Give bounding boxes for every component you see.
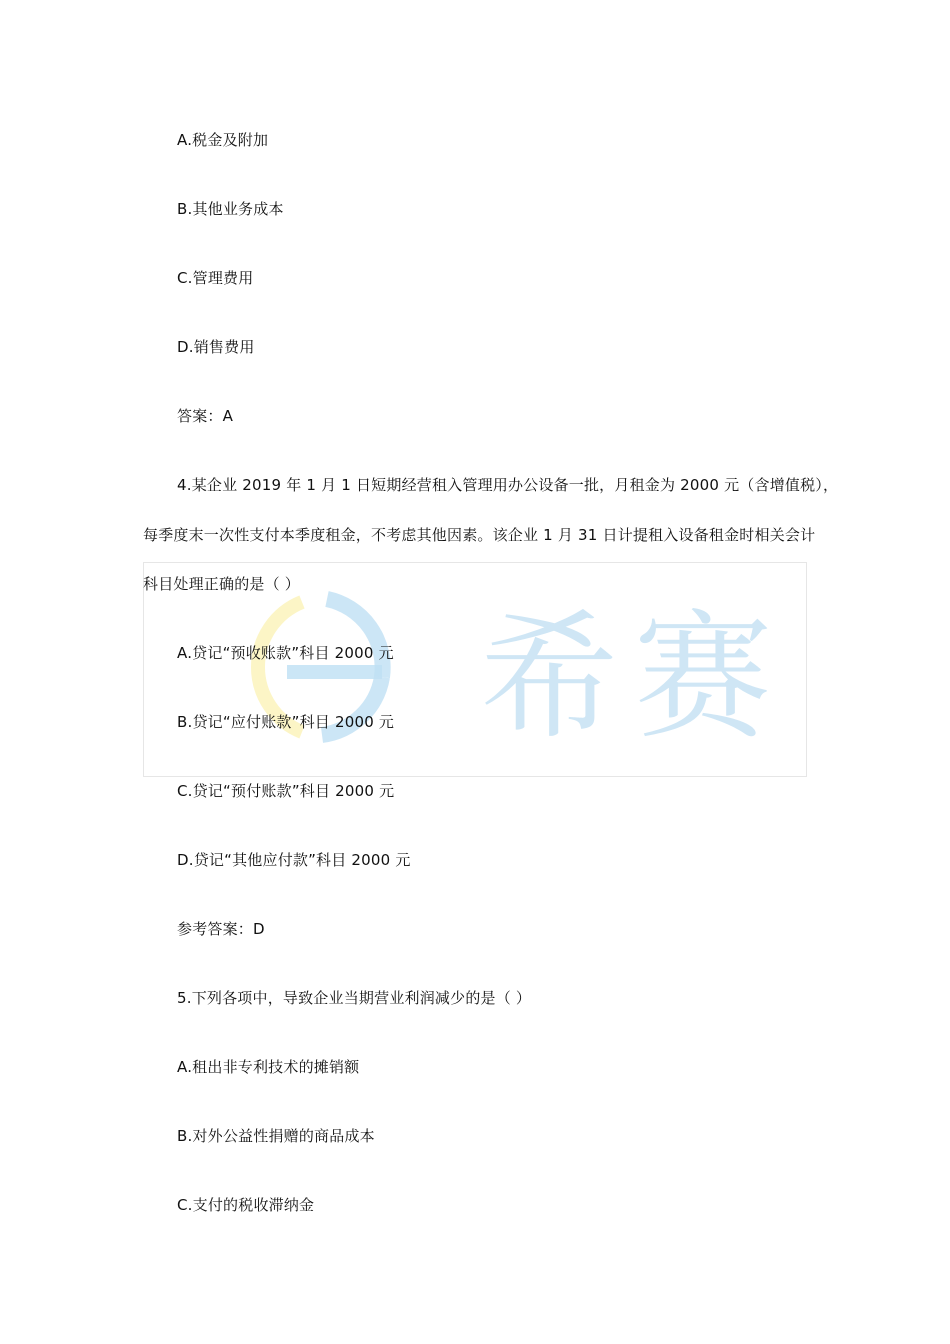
watermark-text: 希赛 [480,597,789,758]
q5-option-a: A.租出非专利技术的摊销额 [177,1058,360,1076]
q4-stem-line1: 4.某企业 2019 年 1 月 1 日短期经营租入管理用办公设备一批，月租金为 2000 元（含增值税）， [177,476,839,494]
q3-answer: 答案：A [177,407,234,425]
q4-stem-line3: 科目处理正确的是（ ） [143,575,300,593]
q4-option-a: A.贷记“预收账款”科目 2000 元 [177,644,394,662]
q4-option-b: B.贷记“应付账款”科目 2000 元 [177,713,395,731]
q3-option-b: B.其他业务成本 [177,200,284,218]
q4-stem-line2: 每季度末一次性支付本季度租金，不考虑其他因素。该企业 1 月 31 日计提租入设备租金时相关会计 [143,526,816,544]
q3-option-c: C.管理费用 [177,269,254,287]
q5-option-c: C.支付的税收滞纳金 [177,1196,315,1214]
q5-stem: 5.下列各项中，导致企业当期营业利润减少的是（ ） [177,989,532,1007]
q3-option-a: A.税金及附加 [177,131,269,149]
q3-option-d: D.销售费用 [177,338,255,356]
q4-option-d: D.贷记“其他应付款”科目 2000 元 [177,851,411,869]
q4-option-c: C.贷记“预付账款”科目 2000 元 [177,782,395,800]
q4-answer: 参考答案：D [177,920,265,938]
q5-option-b: B.对外公益性捐赠的商品成本 [177,1127,375,1145]
